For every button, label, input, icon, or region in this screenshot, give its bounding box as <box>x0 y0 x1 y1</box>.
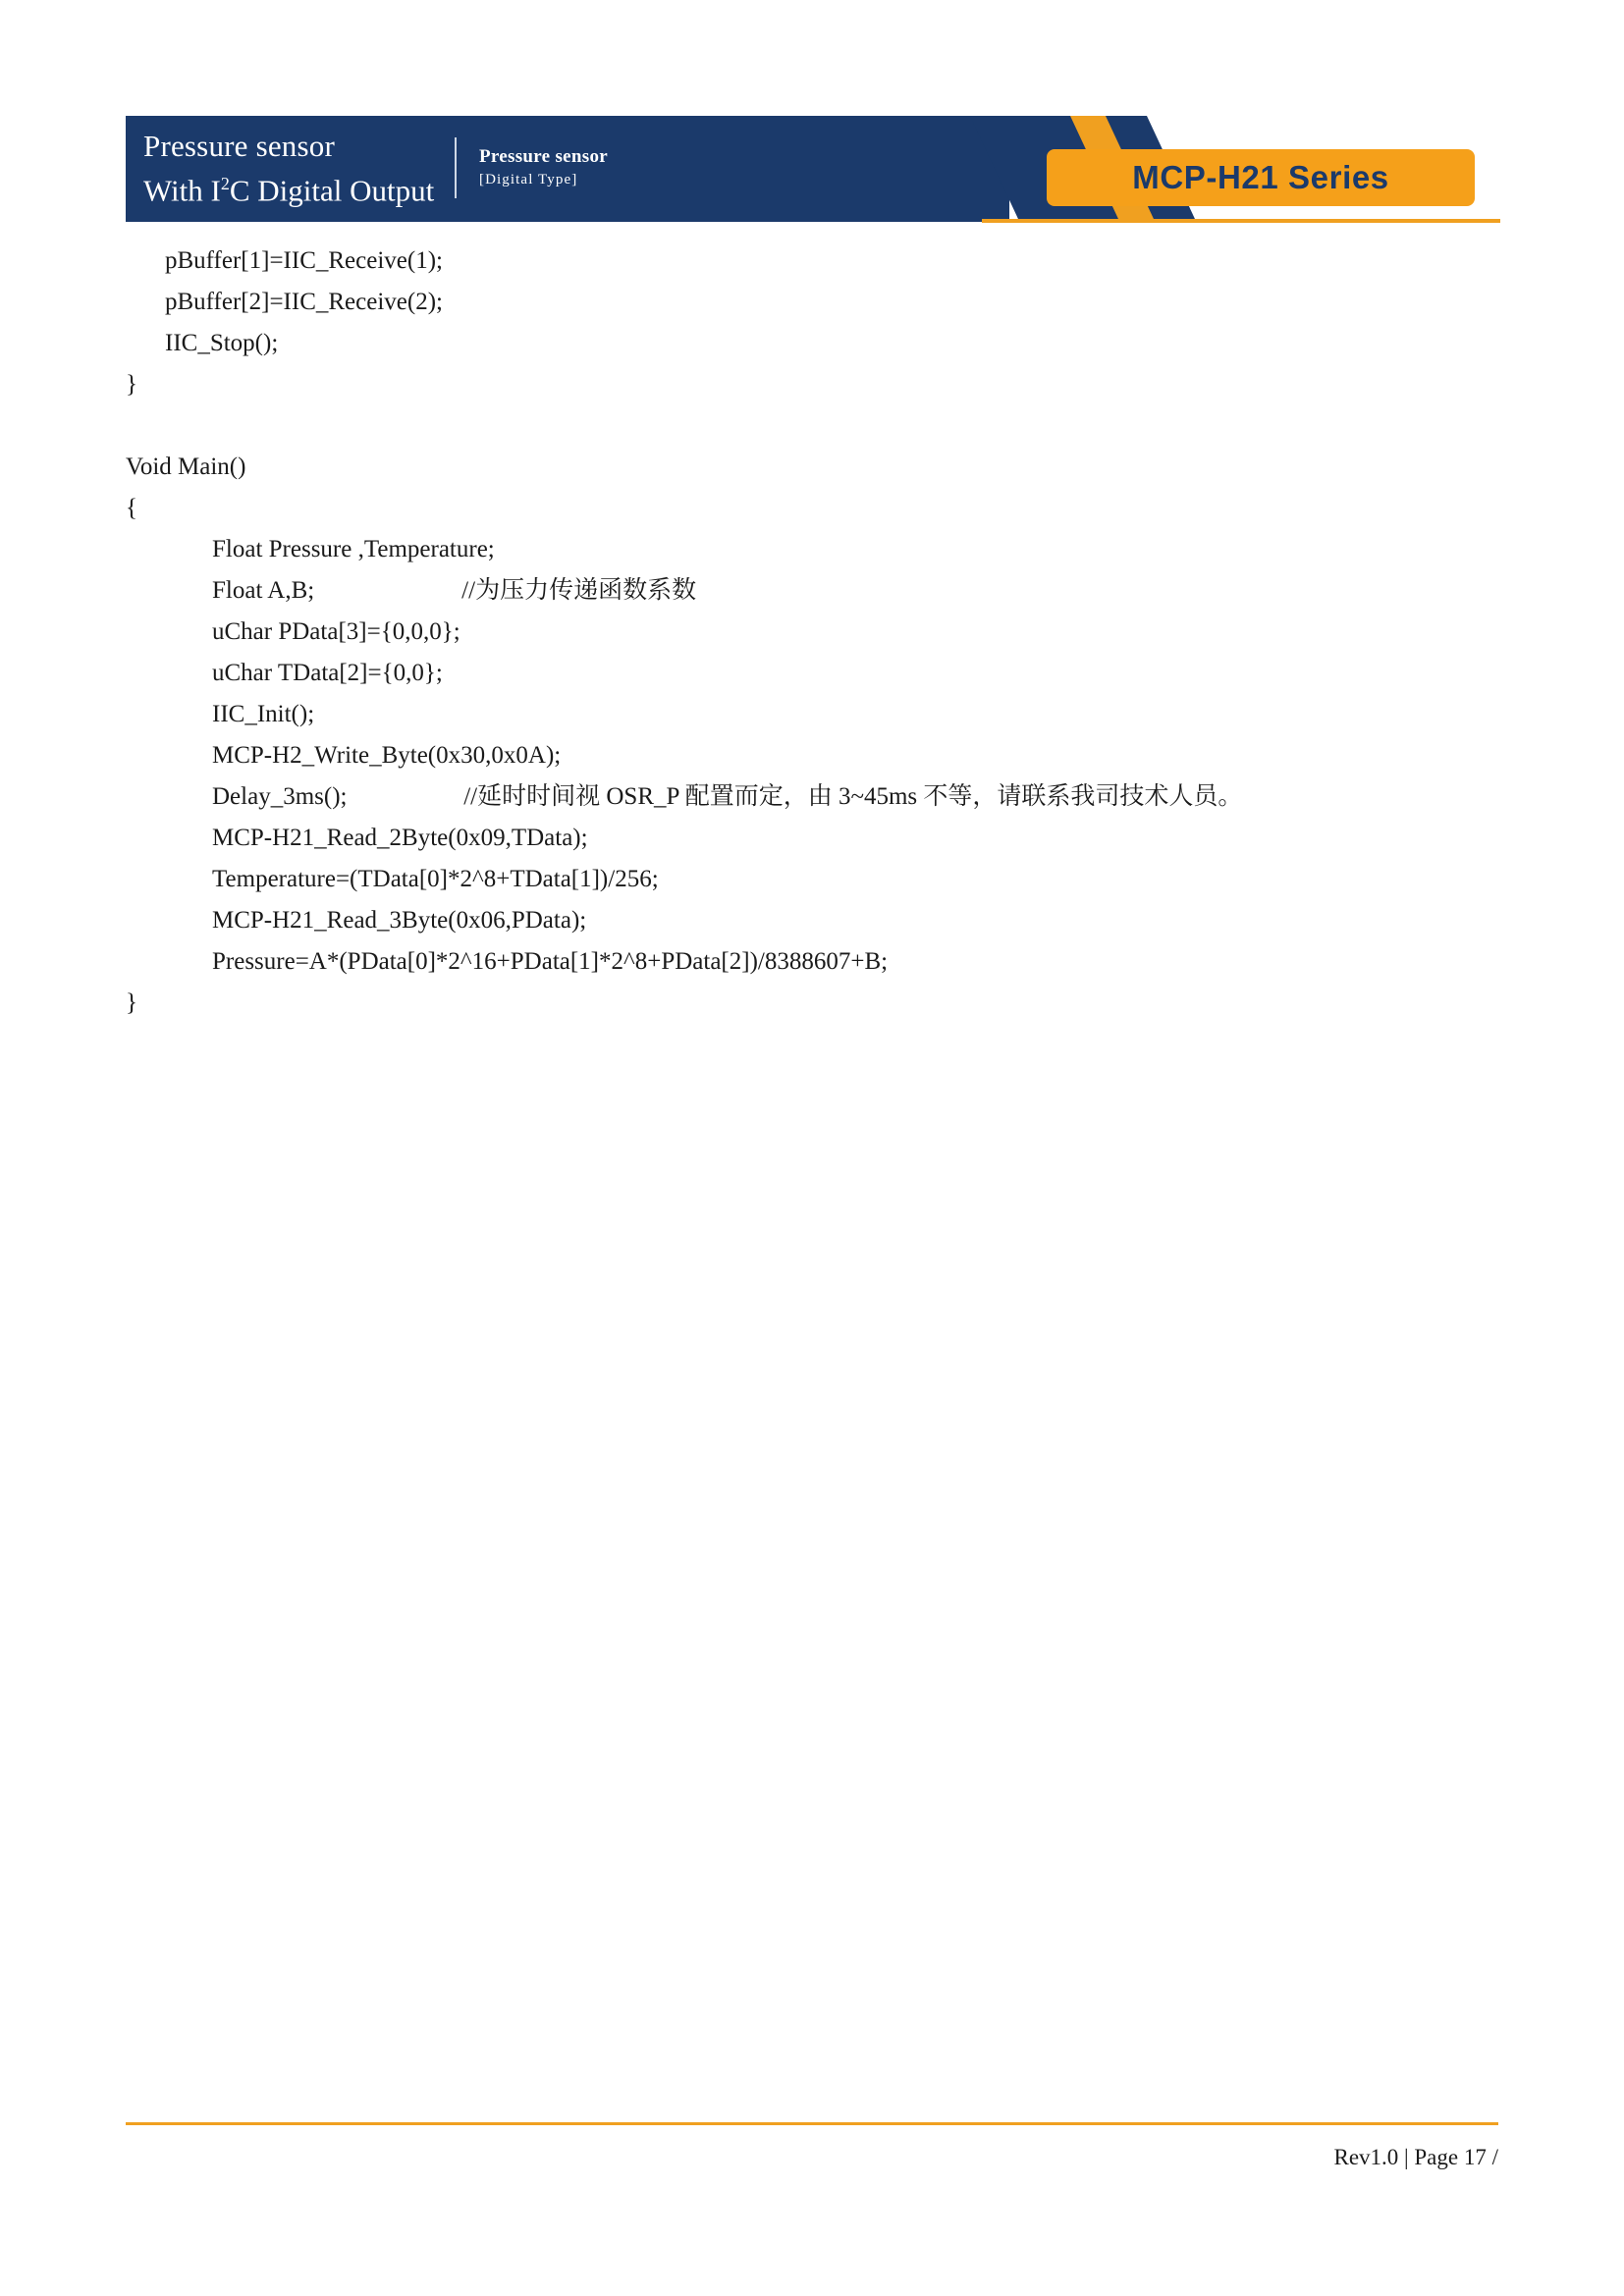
code-line: } <box>126 371 137 398</box>
code-line: Float A,B; //为压力传递函数系数 <box>212 577 697 604</box>
header-divider <box>455 137 457 198</box>
header-title-superscript: 2 <box>220 174 230 193</box>
series-badge: MCP-H21 Series <box>1047 149 1475 206</box>
header-title-line1: Pressure sensor <box>143 129 335 163</box>
code-line: pBuffer[1]=IIC_Receive(1); <box>165 247 443 274</box>
header-subtitle-line2: [Digital Type] <box>479 172 578 187</box>
code-line: pBuffer[2]=IIC_Receive(2); <box>165 289 443 315</box>
header-title-block <box>143 128 434 209</box>
code-line: Pressure=A*(PData[0]*2^16+PData[1]*2^8+PData[2])/8388607+B; <box>212 948 889 975</box>
header-title-line2-pre: With I <box>143 173 221 208</box>
code-line: IIC_Stop(); <box>165 330 279 356</box>
header-subtitle-block <box>479 145 608 190</box>
code-line: Float Pressure ,Temperature; <box>212 536 495 562</box>
header-subtitle-line1: Pressure sensor <box>479 146 608 167</box>
code-line: Void Main() <box>126 454 246 480</box>
code-line: { <box>126 495 137 521</box>
code-line: MCP-H21_Read_2Byte(0x09,TData); <box>212 825 588 851</box>
code-line: IIC_Init(); <box>212 701 315 727</box>
code-line: MCP-H2_Write_Byte(0x30,0x0A); <box>212 742 562 769</box>
code-line: Delay_3ms(); //延时时间视 OSR_P 配置而定，由 3~45ms 不等，请联系我司技术人员。 <box>212 783 1243 810</box>
footer-rule <box>126 2122 1498 2125</box>
code-blank-line <box>126 405 1500 447</box>
code-line: } <box>126 989 137 1016</box>
code-line: uChar TData[2]={0,0}; <box>212 660 443 686</box>
header-title-line2-post: C Digital Output <box>229 173 435 208</box>
header-title-line2 <box>143 165 434 209</box>
code-line: uChar PData[3]={0,0,0}; <box>212 618 460 645</box>
header-underline-rule <box>982 219 1500 223</box>
code-line: MCP-H21_Read_3Byte(0x06,PData); <box>212 907 587 934</box>
code-listing <box>126 240 1500 1024</box>
footer-page-number: Rev1.0 | Page 17 / <box>1333 2145 1498 2169</box>
code-line: Temperature=(TData[0]*2^8+TData[1])/256; <box>212 866 659 892</box>
